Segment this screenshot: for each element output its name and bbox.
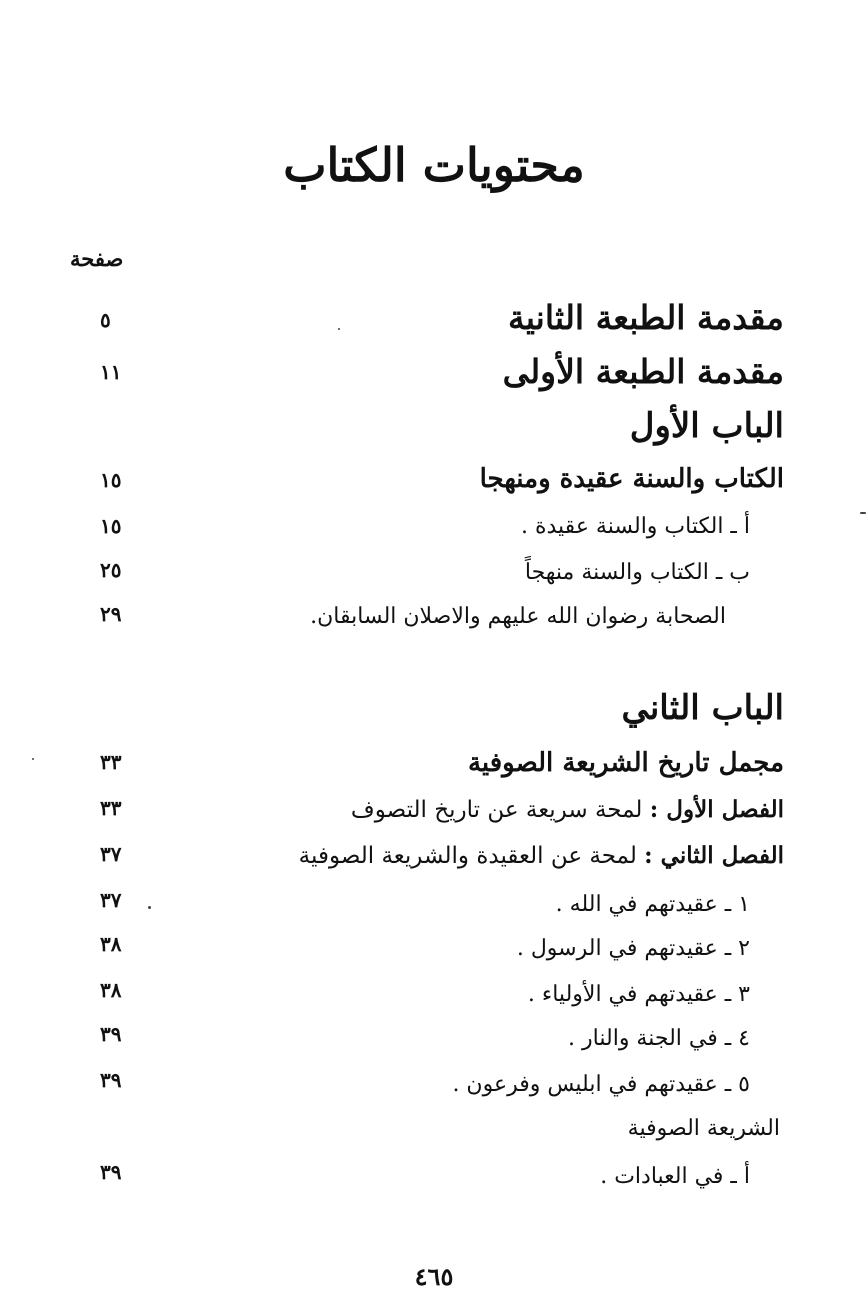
toc-entry-title: الكتاب والسنة عقيدة ومنهجا [479,464,784,494]
toc-entry-title: ٢ ـ عقيدتهم في الرسول . [516,936,750,961]
toc-entry-label: الفصل الأول : [649,796,784,823]
toc-entry-subtitle: لمحة عن العقيدة والشريعة الصوفية [298,843,637,869]
toc-entry-page: ٣٩ [100,1160,122,1184]
toc-entry-page: ٢٩ [100,602,122,626]
toc-entry-page: ٣٧ [100,842,122,866]
toc-entry-title: ٣ ـ عقيدتهم في الأولياء . [527,982,750,1007]
scan-speck [148,906,151,909]
toc-entry-title [299,842,784,869]
toc-entry-title: الباب الثاني [621,688,784,728]
scan-speck [860,512,866,514]
toc-entry-page: ٢٥ [100,558,122,582]
page-title: محتويات الكتاب [283,138,585,192]
toc-entry-page: ٣٣ [100,750,122,774]
toc-entry-page: ٣٧ [100,888,122,912]
toc-entry-title: الشريعة الصوفية [627,1116,780,1141]
toc-entry-page: ٣٩ [100,1068,122,1092]
toc-entry-title: الصحابة رضوان الله عليهم والاصلان السابقان. [310,604,726,629]
toc-entry-title: ١ ـ عقيدتهم في الله . [555,892,750,917]
toc-entry-page: ٣٨ [100,932,122,956]
toc-entry-title: ٤ ـ في الجنة والنار . [568,1026,750,1051]
toc-entry-label: الفصل الثاني : [644,842,784,869]
page-number: ٤٦٥ [414,1262,454,1291]
toc-entry-title: أ ـ في العبادات . [600,1164,750,1189]
scan-speck [338,328,340,330]
toc-entry-title: ٥ ـ عقيدتهم في ابليس وفرعون . [452,1072,750,1097]
toc-entry-page: ٣٨ [100,978,122,1002]
page-column-label: صفحة [70,246,124,271]
toc-entry-page: ٣٣ [100,796,122,820]
toc-entry-page: ٥ [100,308,111,332]
toc-entry-title: مجمل تاريخ الشريعة الصوفية [467,748,784,778]
toc-entry-title: مقدمة الطبعة الثانية [508,298,784,337]
toc-entry-title: الباب الأول [629,406,784,446]
scan-speck [32,758,34,760]
toc-entry-page: ٣٩ [100,1022,122,1046]
toc-entry-subtitle: لمحة سريعة عن تاريخ التصوف [350,797,643,823]
toc-entry-title [351,796,784,823]
toc-entry-page: ١١ [100,360,122,384]
toc-entry-title: أ ـ الكتاب والسنة عقيدة . [520,514,750,539]
toc-entry-title: مقدمة الطبعة الأولى [502,352,784,391]
toc-entry-title: ب ـ الكتاب والسنة منهجاً [524,560,750,585]
toc-entry-page: ١٥ [100,468,122,492]
toc-entry-page: ١٥ [100,514,122,538]
